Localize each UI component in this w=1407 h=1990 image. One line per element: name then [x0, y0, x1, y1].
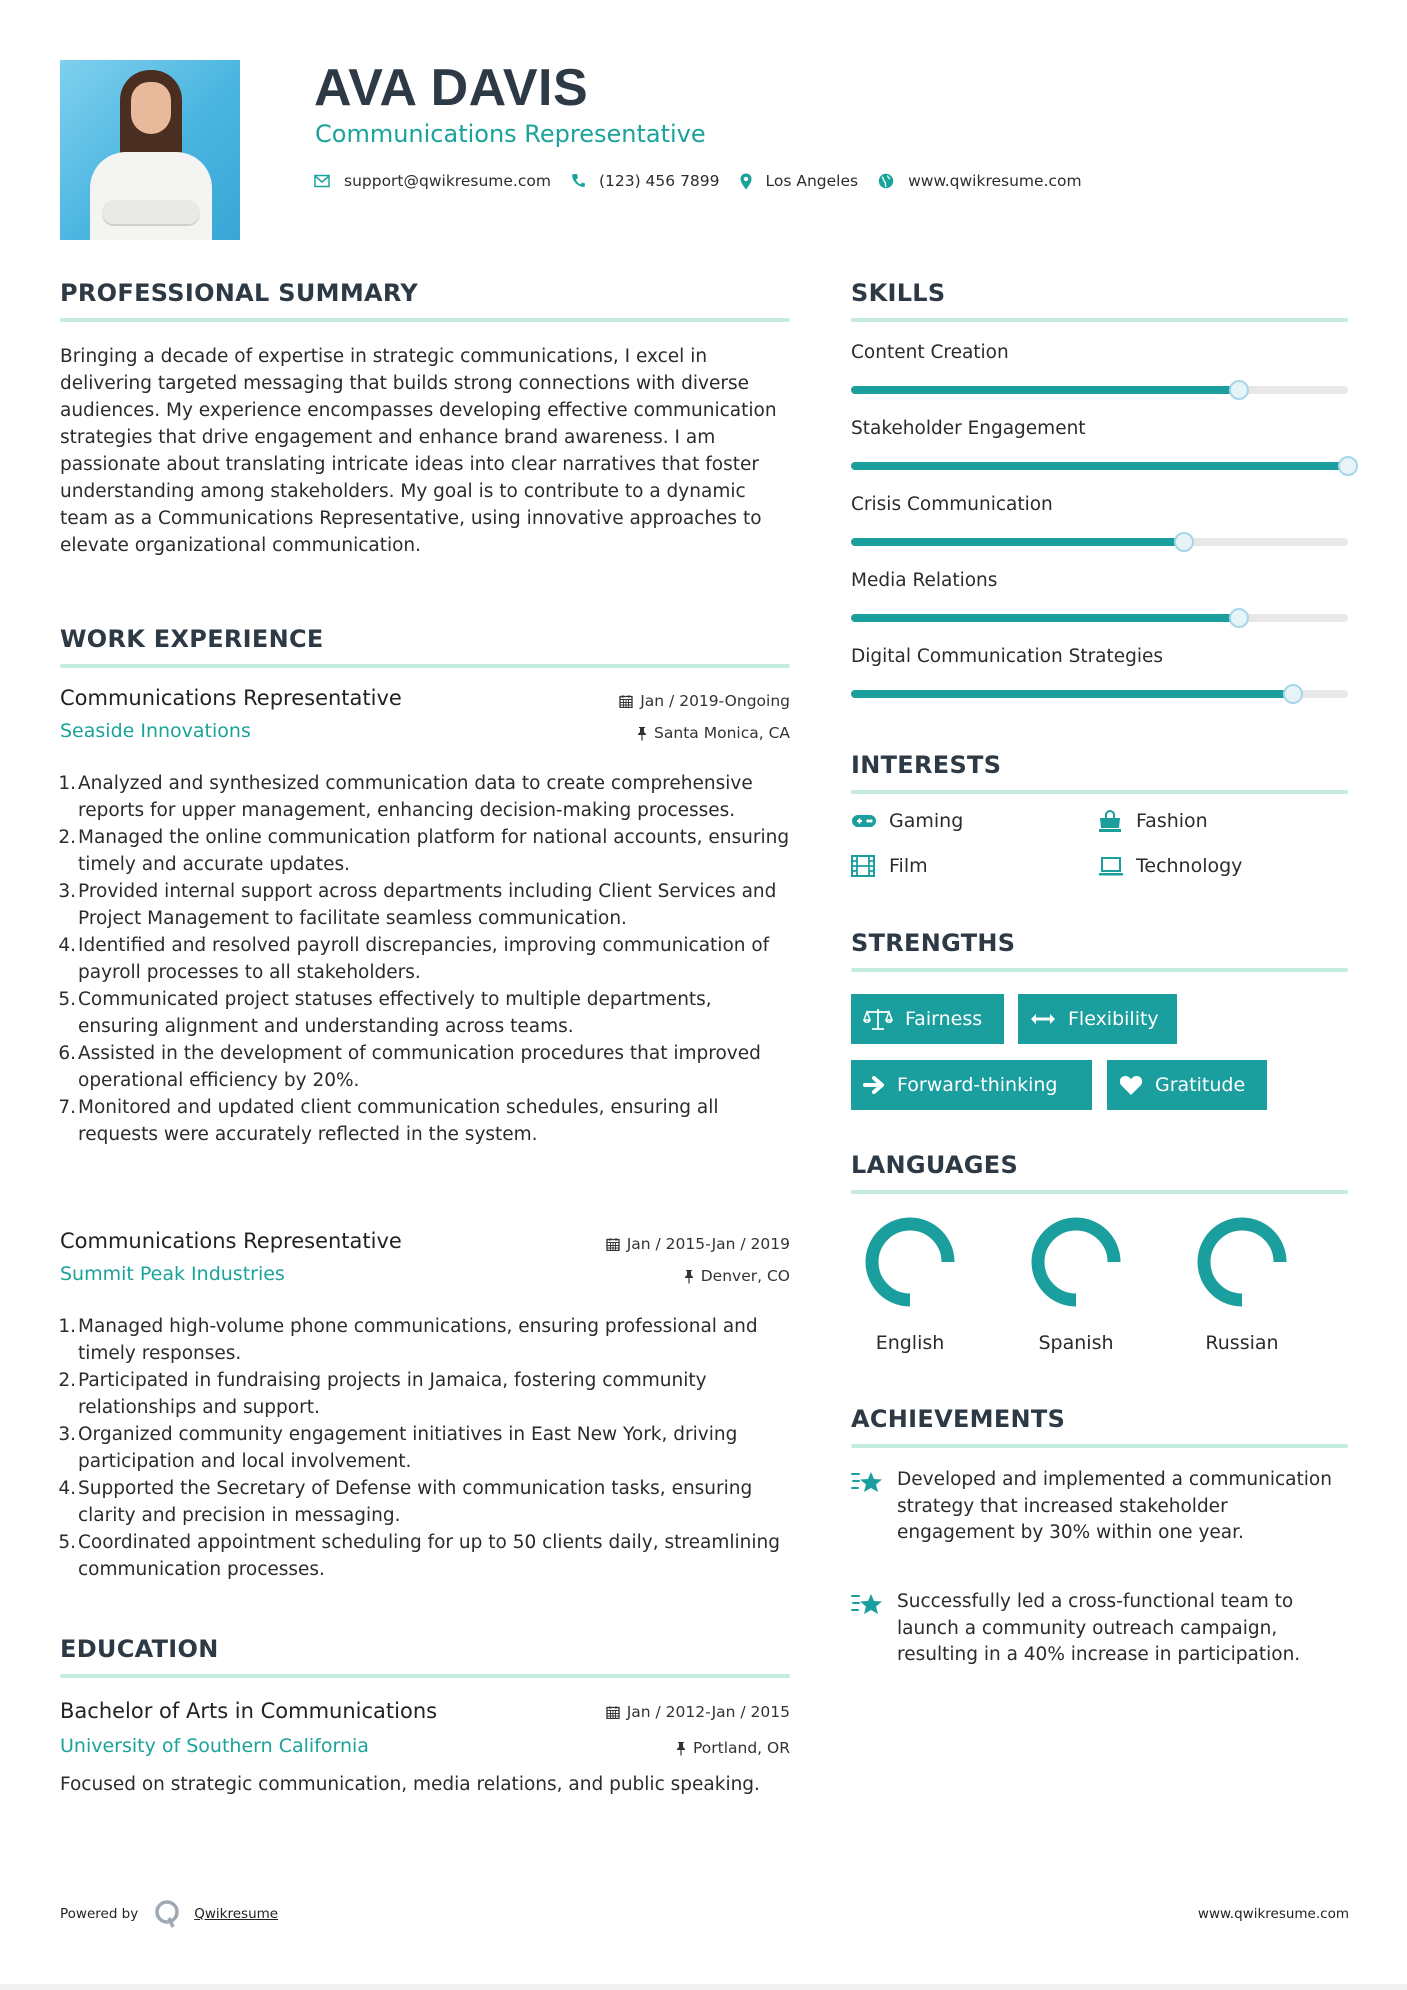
- film-icon: [851, 855, 879, 877]
- calendar-icon: [606, 1237, 620, 1251]
- job-location-text: Santa Monica, CA: [654, 724, 790, 742]
- achievements-divider: [851, 1444, 1348, 1448]
- strength-label: Fairness: [905, 1008, 983, 1030]
- job-dates-text: Jan / 2019-Ongoing: [640, 692, 790, 710]
- qwikresume-logo-icon: [154, 1900, 180, 1928]
- language-ring: [1030, 1216, 1122, 1308]
- job-bullets: [60, 1313, 790, 1583]
- job-bullets: [60, 770, 790, 1148]
- pushpin-icon: [676, 1741, 686, 1756]
- language-label: Russian: [1205, 1332, 1279, 1354]
- shooting-star-icon: [851, 1467, 885, 1495]
- experience-divider: [60, 664, 790, 668]
- calendar-icon: [619, 694, 633, 708]
- job-company: Seaside Innovations: [60, 720, 251, 742]
- experience-heading: WORK EXPERIENCE: [60, 625, 324, 653]
- skill-bar: [851, 690, 1348, 698]
- photo-face: [131, 82, 171, 134]
- job-location: [637, 722, 790, 744]
- job-title: Communications Representative: [60, 1229, 402, 1253]
- job-location: [684, 1265, 790, 1287]
- strength-badge: [1107, 1060, 1267, 1110]
- shopping-bag-icon: [1098, 810, 1126, 832]
- language-label: English: [875, 1332, 945, 1354]
- language-ring: [864, 1216, 956, 1308]
- contact-bar: [314, 172, 1102, 190]
- skill-bar-fill: [851, 462, 1348, 470]
- achievement-text: Successfully led a cross-functional team to launch a community outreach campaign, resulting in a 40% increase in participation.: [897, 1591, 1301, 1665]
- job-entry: [60, 684, 790, 1148]
- strength-label: Gratitude: [1155, 1074, 1246, 1096]
- interests-heading: INTERESTS: [851, 751, 1002, 779]
- achievements-heading: ACHIEVEMENTS: [851, 1405, 1066, 1433]
- skill-label: Digital Communication Strategies: [851, 646, 1164, 667]
- contact-location-text: Los Angeles: [765, 172, 859, 190]
- qwikresume-link[interactable]: Qwikresume: [194, 1906, 279, 1922]
- education-location-text: Portland, OR: [692, 1739, 790, 1757]
- contact-phone[interactable]: [571, 172, 720, 190]
- globe-icon: [878, 173, 894, 189]
- skill-label: Crisis Communication: [851, 494, 1053, 515]
- education-divider: [60, 1674, 790, 1678]
- achievement-item: [851, 1589, 1348, 1669]
- map-marker-icon: [740, 173, 752, 190]
- education-school: University of Southern California: [60, 1735, 369, 1757]
- strength-label: Forward-thinking: [897, 1074, 1058, 1096]
- achievement-item: [851, 1467, 1348, 1547]
- skill-bar-knob: [1229, 608, 1249, 628]
- job-bullet: 5. Coordinated appointment scheduling for up to 50 clients daily, streamlining communication processes.: [58, 1532, 780, 1580]
- skill-bar: [851, 538, 1348, 546]
- education-dates: [606, 1701, 790, 1723]
- skill-bar-fill: [851, 614, 1239, 622]
- skill-item: [851, 644, 1348, 698]
- strengths-divider: [851, 968, 1348, 972]
- job-bullet: 4. Identified and resolved payroll discrepancies, improving communication of payroll processes to all stakeholders.: [58, 935, 770, 983]
- language-item: [1177, 1216, 1307, 1354]
- skill-bar: [851, 386, 1348, 394]
- education-entry: [60, 1697, 790, 1798]
- interest-item: [1098, 810, 1208, 832]
- education-degree: Bachelor of Arts in Communications: [60, 1699, 438, 1723]
- photo-arms: [102, 200, 200, 224]
- skill-label: Media Relations: [851, 570, 998, 591]
- heart-icon: [1119, 1074, 1143, 1096]
- contact-email[interactable]: [314, 172, 551, 190]
- strength-badge: [1018, 994, 1177, 1044]
- envelope-icon: [314, 174, 330, 188]
- gamepad-icon: [851, 813, 879, 829]
- interest-label: Technology: [1136, 855, 1243, 877]
- summary-divider: [60, 318, 790, 322]
- pushpin-icon: [637, 726, 647, 741]
- skills-heading: SKILLS: [851, 279, 946, 307]
- skill-bar-knob: [1174, 532, 1194, 552]
- job-entry: [60, 1227, 790, 1583]
- job-dates: [606, 1233, 790, 1255]
- language-item: [845, 1216, 975, 1354]
- summary-text: Bringing a decade of expertise in strategic communications, I excel in delivering targeted messaging that builds strong connections with diverse audiences. My experience encompasses developing effective communication strategies that drive engagement and enhance brand awareness. I am passionate about translating intricate ideas into clear narratives that foster understanding among stakeholders. My goal is to contribute to a dynamic team as a Communications Representative, using innovative approaches to elevate organizational communication.: [60, 346, 777, 556]
- skill-item: [851, 340, 1348, 394]
- arrow-right-icon: [863, 1075, 885, 1095]
- skill-bar-fill: [851, 690, 1293, 698]
- job-bullet: 6. Assisted in the development of communication procedures that improved operational efficiency by 20%.: [58, 1043, 761, 1091]
- skill-bar-fill: [851, 538, 1184, 546]
- skill-label: Content Creation: [851, 342, 1009, 363]
- footer-website[interactable]: www.qwikresume.com: [1197, 1906, 1349, 1922]
- interest-item: [851, 855, 928, 877]
- job-location-text: Denver, CO: [700, 1267, 790, 1285]
- job-bullet: 7. Monitored and updated client communication schedules, ensuring all requests were accurately reflected in the system.: [58, 1097, 719, 1145]
- interests-divider: [851, 790, 1348, 794]
- interest-label: Gaming: [889, 810, 964, 832]
- skills-divider: [851, 318, 1348, 322]
- skill-bar-fill: [851, 386, 1239, 394]
- job-bullet: 2. Managed the online communication platform for national accounts, ensuring timely and accurate updates.: [58, 827, 790, 875]
- skill-label: Stakeholder Engagement: [851, 418, 1086, 439]
- laptop-icon: [1098, 856, 1126, 876]
- page-bottom-edge: [0, 1984, 1407, 1990]
- language-item: [1011, 1216, 1141, 1354]
- candidate-role: Communications Representative: [315, 120, 706, 148]
- skill-bar-knob: [1229, 380, 1249, 400]
- languages-heading: LANGUAGES: [851, 1151, 1019, 1179]
- footer-powered-by: [60, 1900, 278, 1928]
- candidate-name: AVA DAVIS: [314, 59, 589, 117]
- phone-icon: [571, 173, 585, 189]
- job-dates: [619, 690, 790, 712]
- interest-item: [1098, 855, 1242, 877]
- contact-email-text: support@qwikresume.com: [344, 172, 551, 190]
- skill-bar: [851, 614, 1348, 622]
- job-bullet: 3. Provided internal support across departments including Client Services and Project Management to facilitate seamless communication.: [58, 881, 777, 929]
- powered-by-label: Powered by: [60, 1906, 139, 1922]
- achievement-text: Developed and implemented a communication strategy that increased stakeholder engagement by 30% within one year.: [897, 1469, 1332, 1543]
- contact-website[interactable]: [878, 172, 1081, 190]
- education-heading: EDUCATION: [60, 1635, 219, 1663]
- contact-website-text: www.qwikresume.com: [908, 172, 1082, 190]
- job-bullet: 1. Managed high-volume phone communications, ensuring professional and timely responses.: [58, 1316, 758, 1364]
- arrows-horizontal-icon: [1030, 1012, 1056, 1026]
- contact-location: [740, 172, 859, 190]
- interest-label: Fashion: [1136, 810, 1208, 832]
- shooting-star-icon: [851, 1589, 885, 1617]
- interest-item: [851, 810, 963, 832]
- strength-label: Flexibility: [1068, 1008, 1159, 1030]
- job-bullet: 2. Participated in fundraising projects in Jamaica, fostering community relationships and support.: [58, 1370, 707, 1418]
- interest-label: Film: [889, 855, 928, 877]
- summary-heading: PROFESSIONAL SUMMARY: [60, 279, 419, 307]
- job-bullet: 3. Organized community engagement initiatives in East New York, driving participation and local involvement.: [58, 1424, 738, 1472]
- skill-item: [851, 568, 1348, 622]
- strength-badge: [851, 994, 1004, 1044]
- profile-photo: [60, 60, 240, 240]
- job-bullet: 5. Communicated project statuses effectively to multiple departments, ensuring alignment and understanding across teams.: [58, 989, 712, 1037]
- job-dates-text: Jan / 2015-Jan / 2019: [626, 1235, 790, 1253]
- skill-bar-knob: [1338, 456, 1358, 476]
- job-title: Communications Representative: [60, 686, 402, 710]
- photo-shirt: [90, 152, 212, 240]
- job-bullet: 4. Supported the Secretary of Defense with communication tasks, ensuring clarity and precision in messaging.: [58, 1478, 753, 1526]
- education-location: [676, 1737, 790, 1759]
- skill-item: [851, 492, 1348, 546]
- education-dates-text: Jan / 2012-Jan / 2015: [626, 1703, 790, 1721]
- calendar-icon: [606, 1705, 620, 1719]
- language-ring: [1196, 1216, 1288, 1308]
- balance-scale-icon: [863, 1007, 893, 1031]
- language-label: Spanish: [1038, 1332, 1114, 1354]
- job-bullet: 1. Analyzed and synthesized communication data to create comprehensive reports for upper management, enhancing decision-making processes.: [58, 773, 753, 821]
- job-company: Summit Peak Industries: [60, 1263, 285, 1285]
- skill-item: [851, 416, 1348, 470]
- strength-badge: [851, 1060, 1092, 1110]
- education-description: Focused on strategic communication, media relations, and public speaking.: [60, 1774, 760, 1795]
- strengths-heading: STRENGTHS: [851, 929, 1016, 957]
- pushpin-icon: [684, 1269, 694, 1284]
- skill-bar: [851, 462, 1348, 470]
- skill-bar-knob: [1283, 684, 1303, 704]
- languages-divider: [851, 1190, 1348, 1194]
- contact-phone-text: (123) 456 7899: [598, 172, 720, 190]
